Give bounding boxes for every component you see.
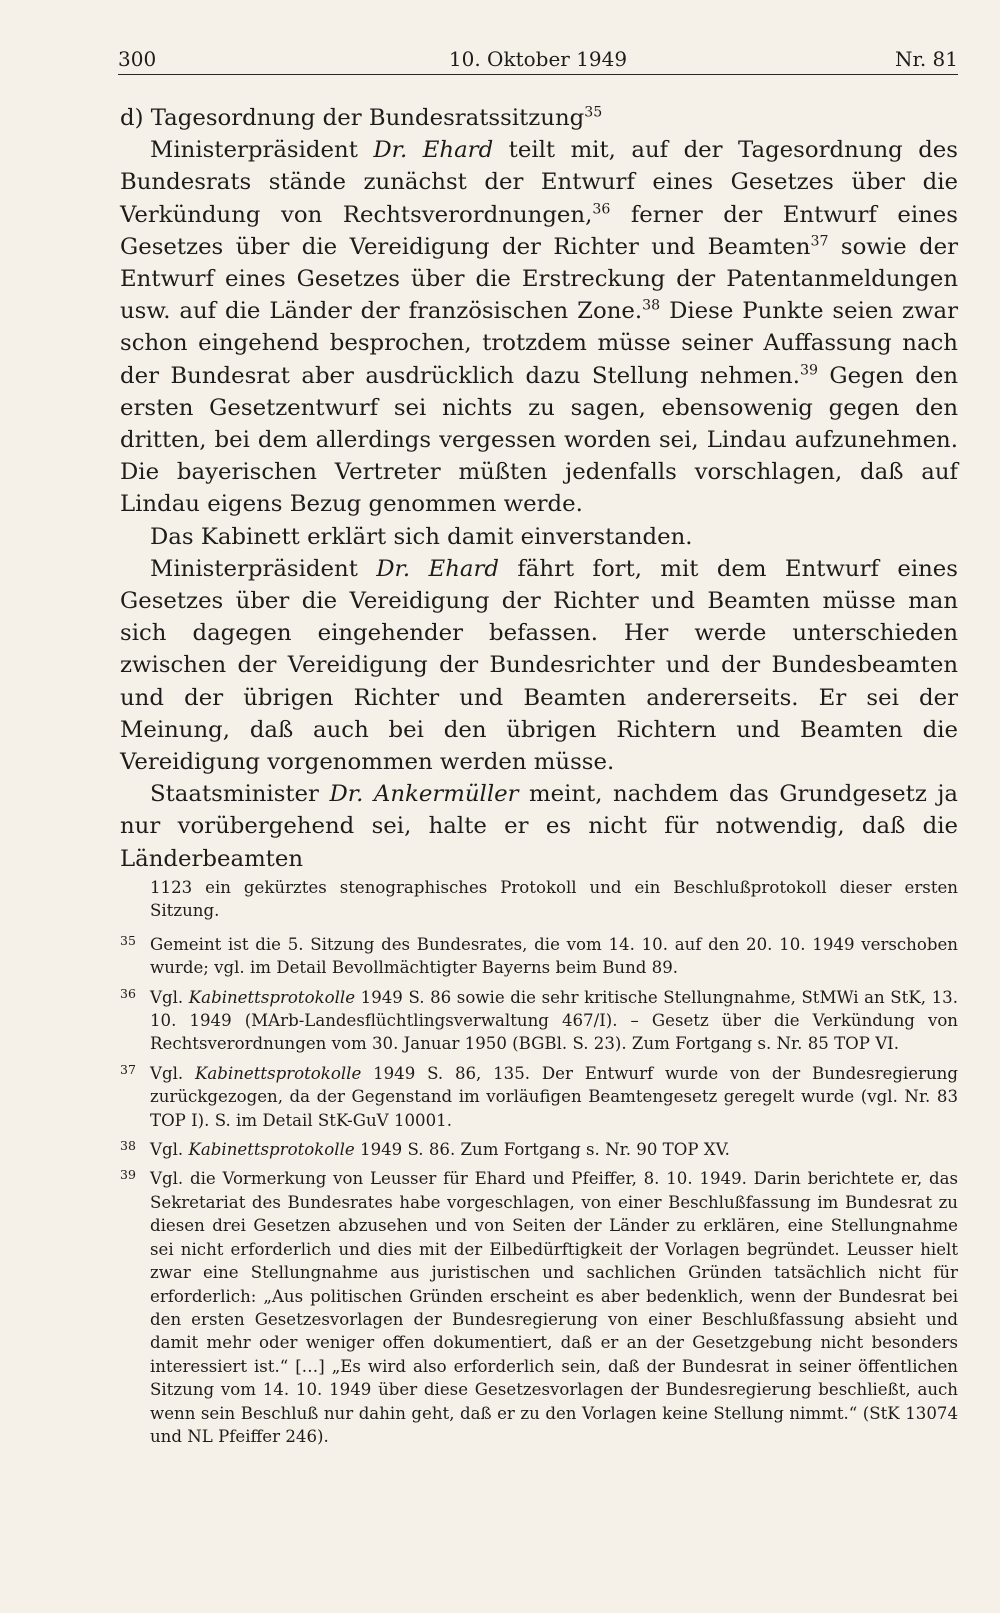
footnote-ref-37: 37: [810, 233, 829, 250]
footnote-ref-35: 35: [584, 104, 603, 121]
footnote-38: 38 Vgl. Kabinettsprotokolle 1949 S. 86. Zum Fortgang s. Nr. 90 TOP XV.: [120, 1138, 958, 1161]
footnote-35: 35 Gemeint ist die 5. Sitzung des Bundesrates, die vom 14. 10. auf den 20. 10. 1949 verschoben wurde; vgl. im Detail Bevollmächtigter Bayerns beim Bund 89.: [120, 933, 958, 980]
footnote-ref-38: 38: [642, 297, 661, 314]
header-date: 10. Oktober 1949: [448, 47, 628, 71]
footnote-number: 37: [120, 1061, 136, 1077]
footnote-continuation: 1123 ein gekürztes stenographisches Protokoll und ein Beschlußprotokoll dieser ersten Sitzung.: [150, 878, 958, 921]
document-number: Nr. 81: [894, 47, 958, 71]
paragraph-ehard-agenda: Ministerpräsident Dr. Ehard teilt mit, auf der Tagesordnung des Bundesrats stände zunächst der Entwurf eines Gesetzes über die Verkündung von Rechtsverordnungen,$^{36}$ ferner der Entwurf eines Gesetzes über die Vereidigung der Richter und Beamten$^{37}$ sowie der Entwurf eines Gesetzes über die Erstreckung der Patentanmeldungen usw. auf die Länder der französischen Zone.$^{38}$ Diese Punkte seien zwar schon eingehend besprochen, trotzdem müsse seiner Auffassung nach der Bundesrat aber ausdrücklich dazu Stellung nehmen.$^{39}$ Gegen den ersten Gesetzentwurf sei nichts zu sagen, ebensowenig gegen den dritten, bei dem allerdings vergessen worden sei, Lindau aufzunehmen. Die bayerischen Vertreter müßten jedenfalls vorschlagen, daß auf Lindau eigens Bezug genommen werde.: [120, 137, 959, 518]
page-number: 300: [118, 47, 157, 71]
page-header: [118, 44, 958, 78]
footnote-number: 38: [120, 1138, 136, 1154]
speaker-name: Dr. Ankermüller: [329, 781, 519, 808]
footnote-37: 37 Vgl. Kabinettsprotokolle 1949 S. 86, 135. Der Entwurf wurde von der Bundesregierung zurückgezogen, da der Gegenstand im vorläufigen Beamtengesetz geregelt wurde (vgl. Nr. 83 TOP I). S. im Detail StK-GuV 10001.: [120, 1062, 958, 1132]
footnote-39: 39 Vgl. die Vormerkung von Leusser für Ehard und Pfeiffer, 8. 10. 1949. Darin berichtete er, das Sekretariat des Bundesrates habe vorgeschlagen, von einer Beschlußfassung im Bundesrat zu diesen drei Gesetzen abzusehen und von Seiten der Länder zu erklären, eine Stellungnahme sei nicht erforderlich und dies mit der Eilbedürftigkeit der Vorlagen begründet. Leusser hielt zwar eine Stellungnahme aus juristischen und sachlichen Gründen tatsächlich nicht für erforderlich: „Aus politischen Gründen erscheint es aber bedenklich, wenn der Bundesrat bei den ersten Gesetzesvorlagen der Bundesregierung von einer Beschlußfassung absieht und damit mehr oder weniger offen dokumentiert, daß er an der Gesetzgebung nicht besonders interessiert ist.“ […] „Es wird also erforderlich sein, daß der Bundesrat in seiner öffentlichen Sitzung vom 14. 10. 1949 über diese Gesetzesvorlagen der Bundesregierung beschließt, auch wenn sein Beschluß nur dahin geht, daß er zu den Vorlagen keine Stellung nimmt.“ (StK 13074 und NL Pfeiffer 246).: [120, 1167, 958, 1448]
speaker-name: Dr. Ehard: [376, 555, 499, 582]
footnote-number: 35: [120, 932, 136, 948]
paragraph-ehard-oath: Ministerpräsident Dr. Ehard fährt fort, mit dem Entwurf eines Gesetzes über die Vereidigung der Richter und Beamten müsse man sich dagegen eingehender befassen. Her werde unterschieden zwischen der Vereidigung der Bundesrichter und der Bundesbeamten und der übrigen Richter und Beamten andererseits. Er sei der Meinung, daß auch bei den übrigen Richtern und Beamten die Vereidigung vorgenommen werden müsse.: [120, 555, 958, 776]
main-text: [120, 102, 958, 875]
speaker-name: Dr. Ehard: [373, 137, 494, 164]
footnote-36: 36 Vgl. Kabinettsprotokolle 1949 S. 86 sowie die sehr kritische Stellungnahme, StMWi an StK, 13. 10. 1949 (MArb-Landesflüchtlingsverwaltung 467/I). – Gesetz über die Verkündung von Rechtsverordnungen vom 30. Januar 1950 (BGBl. S. 23). Zum Fortgang s. Nr. 85 TOP VI.: [120, 986, 958, 1056]
paragraph-ankermueller: Staatsminister Dr. Ankermüller meint, nachdem das Grundgesetz ja nur vorübergehend sei, halte er es nicht für notwendig, daß die Länderbeamten: [120, 781, 959, 872]
footnote-number: 36: [120, 985, 136, 1001]
footnote-number: 39: [120, 1167, 136, 1183]
footnotes: [120, 876, 958, 1454]
footnote-ref-36: 36: [592, 201, 611, 218]
header-rule: [118, 74, 958, 75]
footnote-ref-39: 39: [799, 362, 818, 379]
section-heading: d) Tagesordnung der Bundesratssitzung$^{35}$: [120, 104, 603, 131]
paragraph-cabinet-agrees: Das Kabinett erklärt sich damit einverstanden.: [150, 523, 693, 550]
